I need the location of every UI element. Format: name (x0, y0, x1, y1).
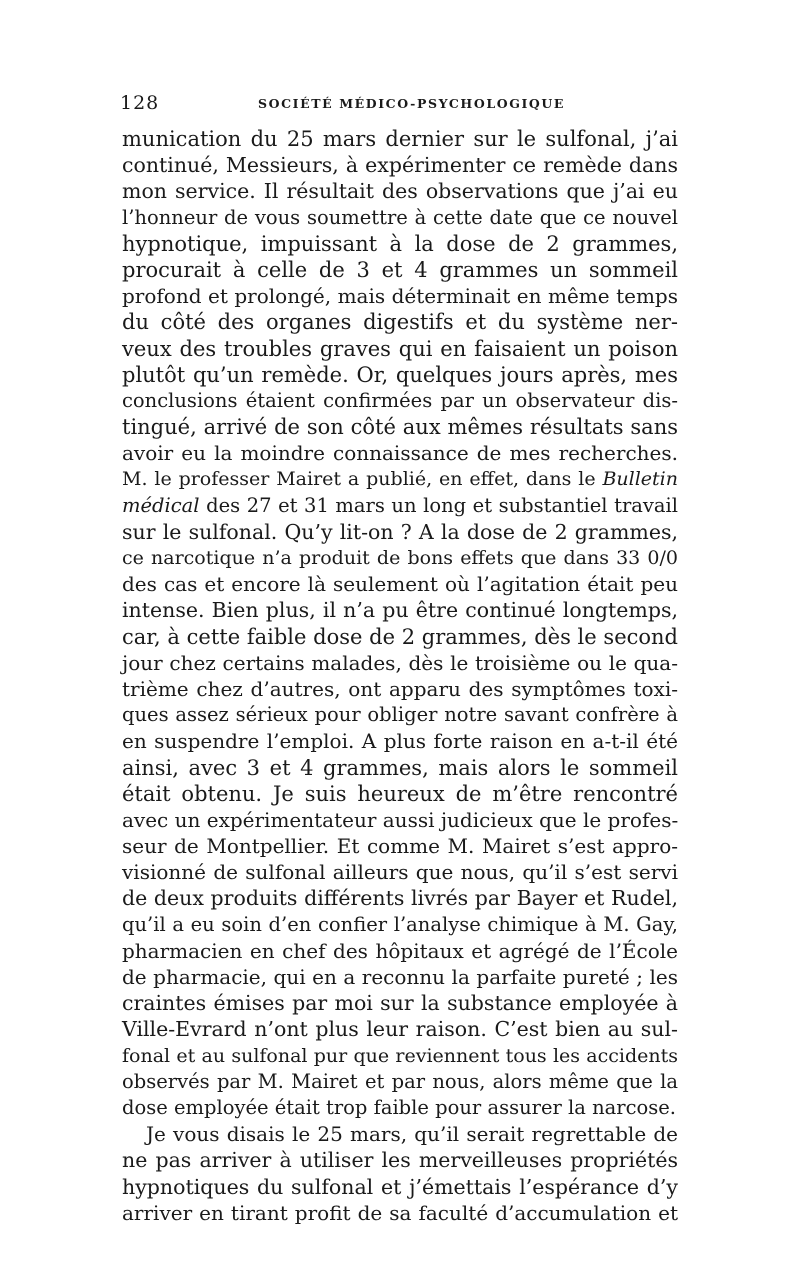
text-line: intense. Bien plus, il n’a pu être continué longtemps, (122, 598, 678, 623)
text-line: en suspendre l’emploi. A plus forte raison en a-t-il été (122, 729, 678, 754)
text-line: hypnotiques du sulfonal et j’émettais l’espérance d’y (122, 1174, 678, 1199)
text-line: conclusions étaient confirmées par un observateur dis- (122, 388, 678, 412)
text-line: arriver en tirant profit de sa faculté d’accumulation et (122, 1200, 678, 1225)
text-line: qu’il a eu soin d’en confier l’analyse chimique à M. Gay, (122, 912, 678, 936)
text-line: mon service. Il résultait des observations que j’ai eu (122, 179, 678, 204)
text-line: car, à cette faible dose de 2 grammes, dès le second (122, 624, 678, 649)
text-line: pharmacien en chef des hôpitaux et agrégé de l’École (122, 938, 678, 963)
text-line: jour chez certains malades, dès le troisième ou le qua- (122, 650, 678, 675)
text-line: Ville-Evrard n’ont plus leur raison. C’est bien au sul- (122, 1017, 678, 1042)
text-line: de deux produits différents livrés par Bayer et Rudel, (122, 886, 678, 911)
text-line: procurait à celle de 3 et 4 grammes un sommeil (122, 257, 678, 282)
body-text (122, 126, 678, 1226)
text-line-with-italic (122, 493, 678, 519)
text-line-paragraph-start: Je vous disais le 25 mars, qu’il serait regrettable de (146, 1122, 678, 1147)
text-line: munication du 25 mars dernier sur le sulfonal, j’ai (122, 127, 678, 151)
text-line: trième chez d’autres, ont apparu des symptômes toxi- (122, 676, 678, 701)
text-line: visionné de sulfonal ailleurs que nous, qu’il s’est servi (122, 860, 678, 885)
italic-journal-title: médical (122, 493, 200, 517)
text-line: craintes émises par moi sur la substance employée à (122, 991, 678, 1016)
text-line: ques assez sérieux pour obliger notre savant confrère à (122, 703, 678, 727)
text-line: M. le professer Mairet a publié, en effet, dans le Bulletin (122, 468, 678, 491)
text-line: du côté des organes digestifs et du système ner- (122, 310, 678, 335)
text-line: sur le sulfonal. Qu’y lit-on ? A la dose de 2 grammes, (122, 519, 678, 544)
text-line: observés par M. Mairet et par nous, alors même que la (122, 1069, 678, 1093)
page-number: 128 (120, 92, 160, 114)
text-line: veux des troubles graves qui en faisaient un poison (122, 336, 678, 361)
text-line-rest: des 27 et 31 mars un long et substantiel travail (206, 493, 679, 517)
text-line: dose employée était trop faible pour assurer la narcose. (122, 1095, 676, 1119)
text-line: seur de Montpellier. Et comme M. Mairet s’est appro- (122, 834, 678, 859)
text-line: ne pas arriver à utiliser les merveilleuses propriétés (122, 1148, 678, 1173)
running-title: SOCIÉTÉ MÉDICO-PSYCHOLOGIQUE (258, 96, 566, 111)
text-line: hypnotique, impuissant à la dose de 2 grammes, (122, 231, 678, 256)
running-header (120, 92, 680, 116)
text-line: plutôt qu’un remède. Or, quelques jours après, mes (122, 362, 678, 387)
italic-journal-title-start: Bulletin (602, 468, 678, 491)
text-line: fonal et au sulfonal pur que reviennent tous les accidents (122, 1044, 678, 1067)
text-line: l’honneur de vous soumettre à cette date que ce nouvel (122, 205, 678, 229)
text-line: était obtenu. Je suis heureux de m’être rencontré (122, 781, 678, 806)
text-line: profond et prolongé, mais déterminait en même temps (122, 284, 678, 309)
text-line: ainsi, avec 3 et 4 grammes, mais alors le sommeil (122, 755, 678, 780)
text-line: des cas et encore là seulement où l’agitation était peu (122, 572, 678, 597)
text-line: avec un expérimentateur aussi judicieux que le profes- (122, 807, 679, 832)
text-line: de pharmacie, qui en a reconnu la parfaite pureté ; les (122, 965, 678, 989)
text-line: tingué, arrivé de son côté aux mêmes résultats sans (122, 415, 678, 440)
text-line: continué, Messieurs, à expérimenter ce remède dans (122, 153, 678, 178)
text-line: ce narcotique n’a produit de bons effets que dans 33 0/0 (122, 547, 678, 569)
text-line: avoir eu la moindre connaissance de mes recherches. (122, 441, 678, 466)
